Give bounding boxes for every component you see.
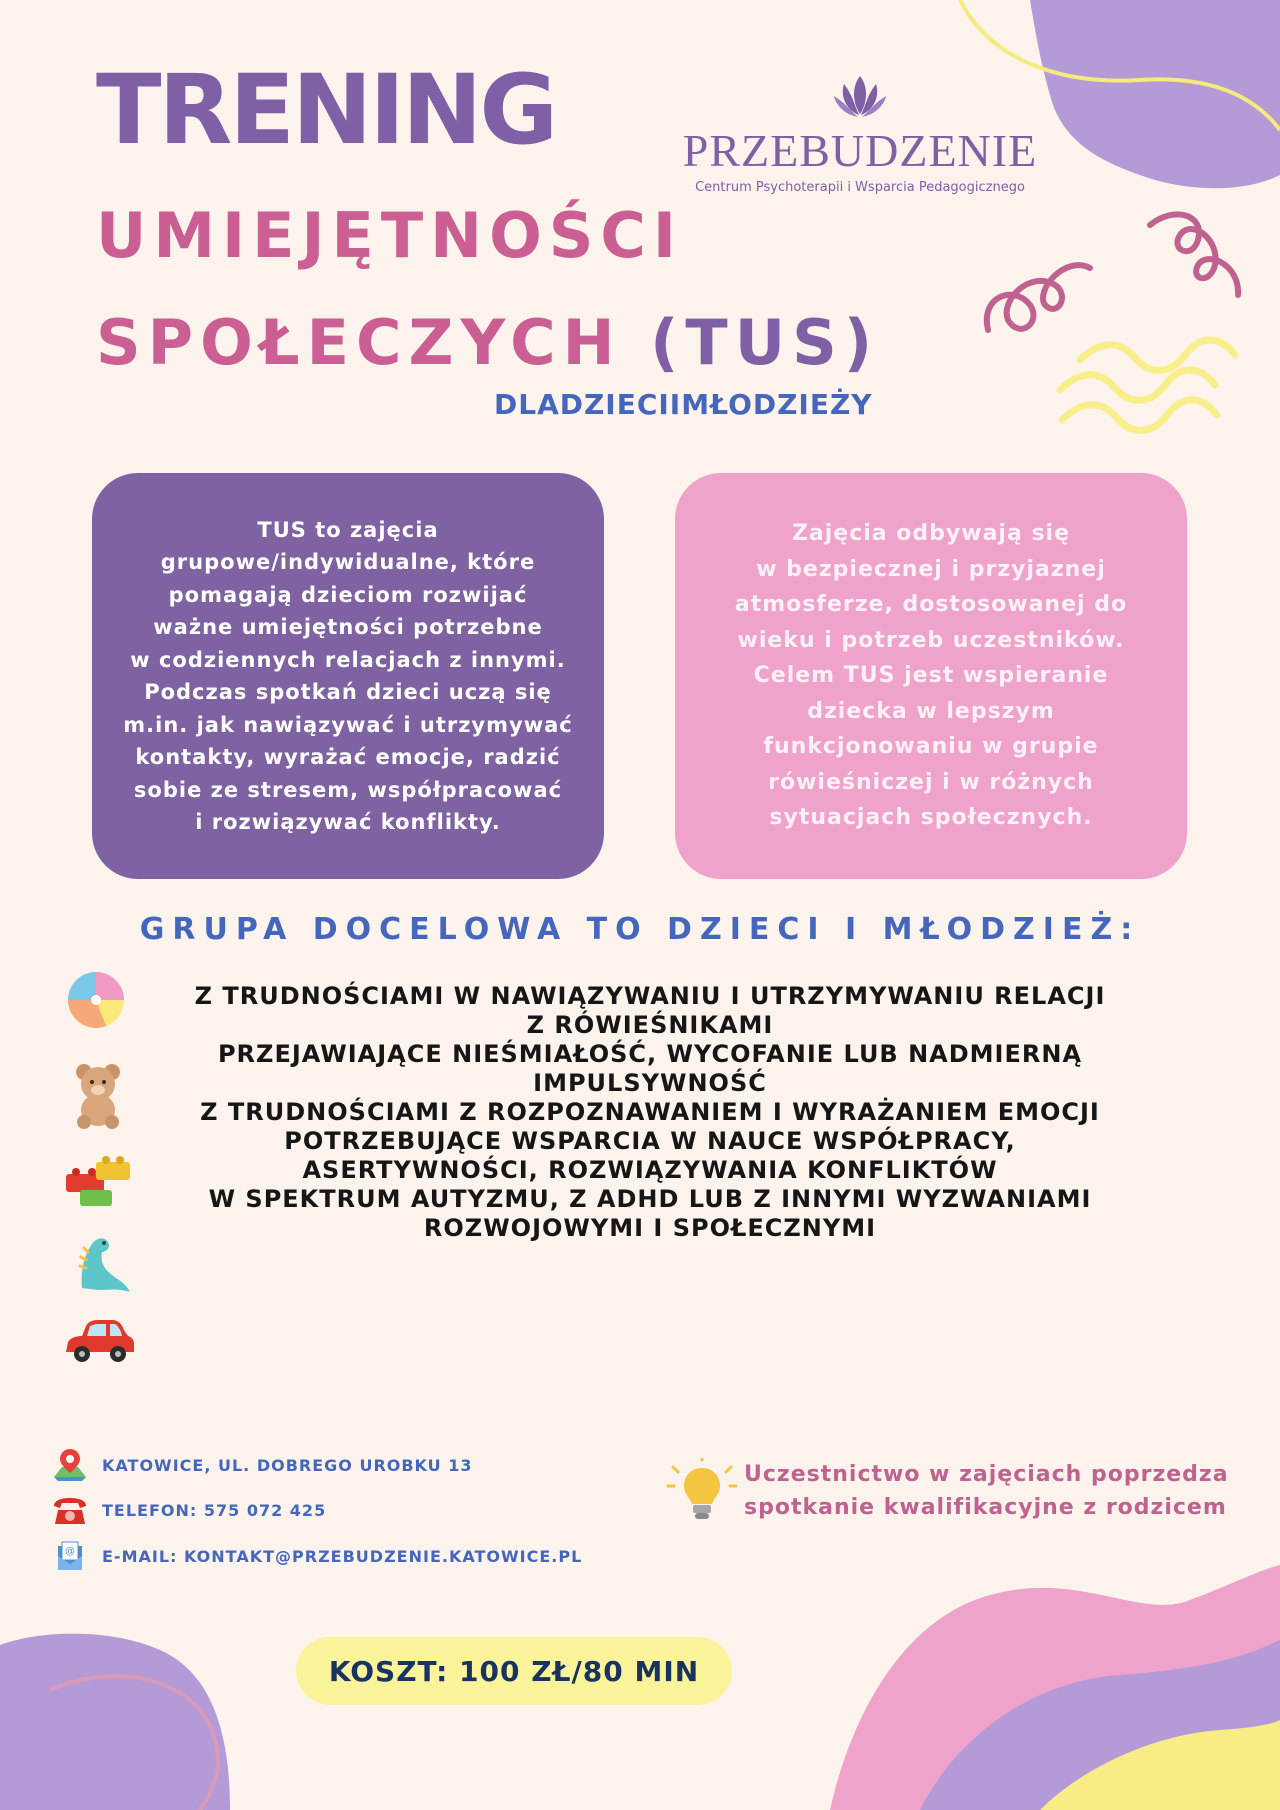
card-atmosphere-text: Zajęcia odbywają się w bezpiecznej i przyjaznej atmosferze, dostosowanej do wieku i potrzeb uczestników. Celem TUS jest wspieranie dziecka w lepszym funkcjonowaniu w grupie rówieśniczej i w różnych sytuacjach społecznych. [734, 521, 1128, 831]
title-tus-accent: (TUS) [650, 306, 880, 379]
subtitle-audience: DLADZIECIIMŁODZIEŻY [494, 388, 873, 421]
pink-swirl-right [1150, 214, 1238, 295]
title-spoleczych-main: SPOŁECZYCH [96, 306, 651, 379]
note-text: Uczestnictwo w zajęciach poprzedza spotkanie kwalifikacyjne z rodzicem [744, 1462, 1229, 1520]
target-group-list [160, 982, 1140, 1243]
teddy-bear-icon [62, 1060, 138, 1130]
cost-badge: KOSZT: 100 ZŁ/80 MIN [296, 1637, 732, 1705]
title-umiejetnosci: UMIEJĘTNOŚCI [96, 199, 683, 272]
list-item: PRZEJAWIAJĄCE NIEŚMIAŁOŚĆ, WYCOFANIE LUB NADMIERNĄ IMPULSYWNOŚĆ [217, 1040, 1083, 1097]
list-item: W SPEKTRUM AUTYZMU, Z ADHD LUB Z INNYMI WYZWANIAMI ROZWOJOWYMI I SPOŁECZNYMI [208, 1185, 1092, 1242]
telephone-icon [50, 1492, 90, 1528]
card-atmosphere [675, 473, 1187, 879]
contact-address [50, 1447, 473, 1483]
dinosaur-icon [62, 1228, 138, 1298]
card-description [92, 473, 604, 879]
map-pin-icon [50, 1447, 90, 1483]
logo-tagline: Centrum Psychoterapii i Wsparcia Pedagogicznego [695, 180, 1025, 195]
yellow-wave-3 [1080, 340, 1235, 370]
list-item: POTRZEBUJĄCE WSPARCIA W NAUCE WSPÓŁPRACY, ASERTYWNOŚCI, ROZWIĄZYWANIA KONFLIKTÓW [284, 1127, 1016, 1184]
lotus-icon [832, 72, 888, 120]
qualification-note [666, 1458, 1229, 1530]
list-item: Z TRUDNOŚCIAMI Z ROZPOZNAWANIEM I WYRAŻANIEM EMOCJI [200, 1098, 1100, 1126]
target-group-heading: GRUPA DOCELOWA TO DZIECI I MŁODZIEŻ: [139, 912, 1141, 947]
title-spoleczych [96, 306, 880, 379]
list-item: Z TRUDNOŚCIAMI W NAWIĄZYWANIU I UTRZYMYWANIU RELACJI Z RÓWIEŚNIKAMI [194, 982, 1106, 1039]
brand-logo [680, 72, 1040, 195]
toy-car-icon [62, 1306, 138, 1376]
card-description-text: TUS to zajęcia grupowe/indywidualne, które pomagają dzieciom rozwijać ważne umiejętności potrzebne w codziennych relacjach z innymi. Podczas spotkań dzieci uczą się m.in. jak nawiązywać i utrzymywać kontakty, wyrażać emocje, radzić sobie ze stresem, współpracować i rozwiązywać konflikty. [123, 517, 573, 834]
title-trening: TRENING [96, 54, 556, 166]
pink-swirl-left [987, 265, 1090, 330]
lightbulb-icon [666, 1458, 738, 1530]
beach-ball-icon [62, 966, 138, 1036]
contact-phone [50, 1492, 326, 1528]
yellow-wave-1 [1060, 370, 1215, 400]
yellow-wave-2 [1062, 400, 1217, 430]
logo-name: PRZEBUDZENIE [682, 125, 1038, 176]
email-icon [50, 1538, 90, 1574]
email-text: E-MAIL: KONTAKT@PRZEBUDZENIE.KATOWICE.PL [102, 1546, 583, 1566]
contact-email [50, 1538, 582, 1574]
top-right-blob [1030, 0, 1280, 188]
svg-text:@: @ [65, 1546, 75, 1557]
address-text: KATOWICE, UL. DOBREGO UROBKU 13 [102, 1455, 473, 1475]
toy-blocks-icon [62, 1150, 138, 1220]
bottom-left-blob [0, 1634, 230, 1810]
phone-text: TELEFON: 575 072 425 [102, 1500, 327, 1520]
